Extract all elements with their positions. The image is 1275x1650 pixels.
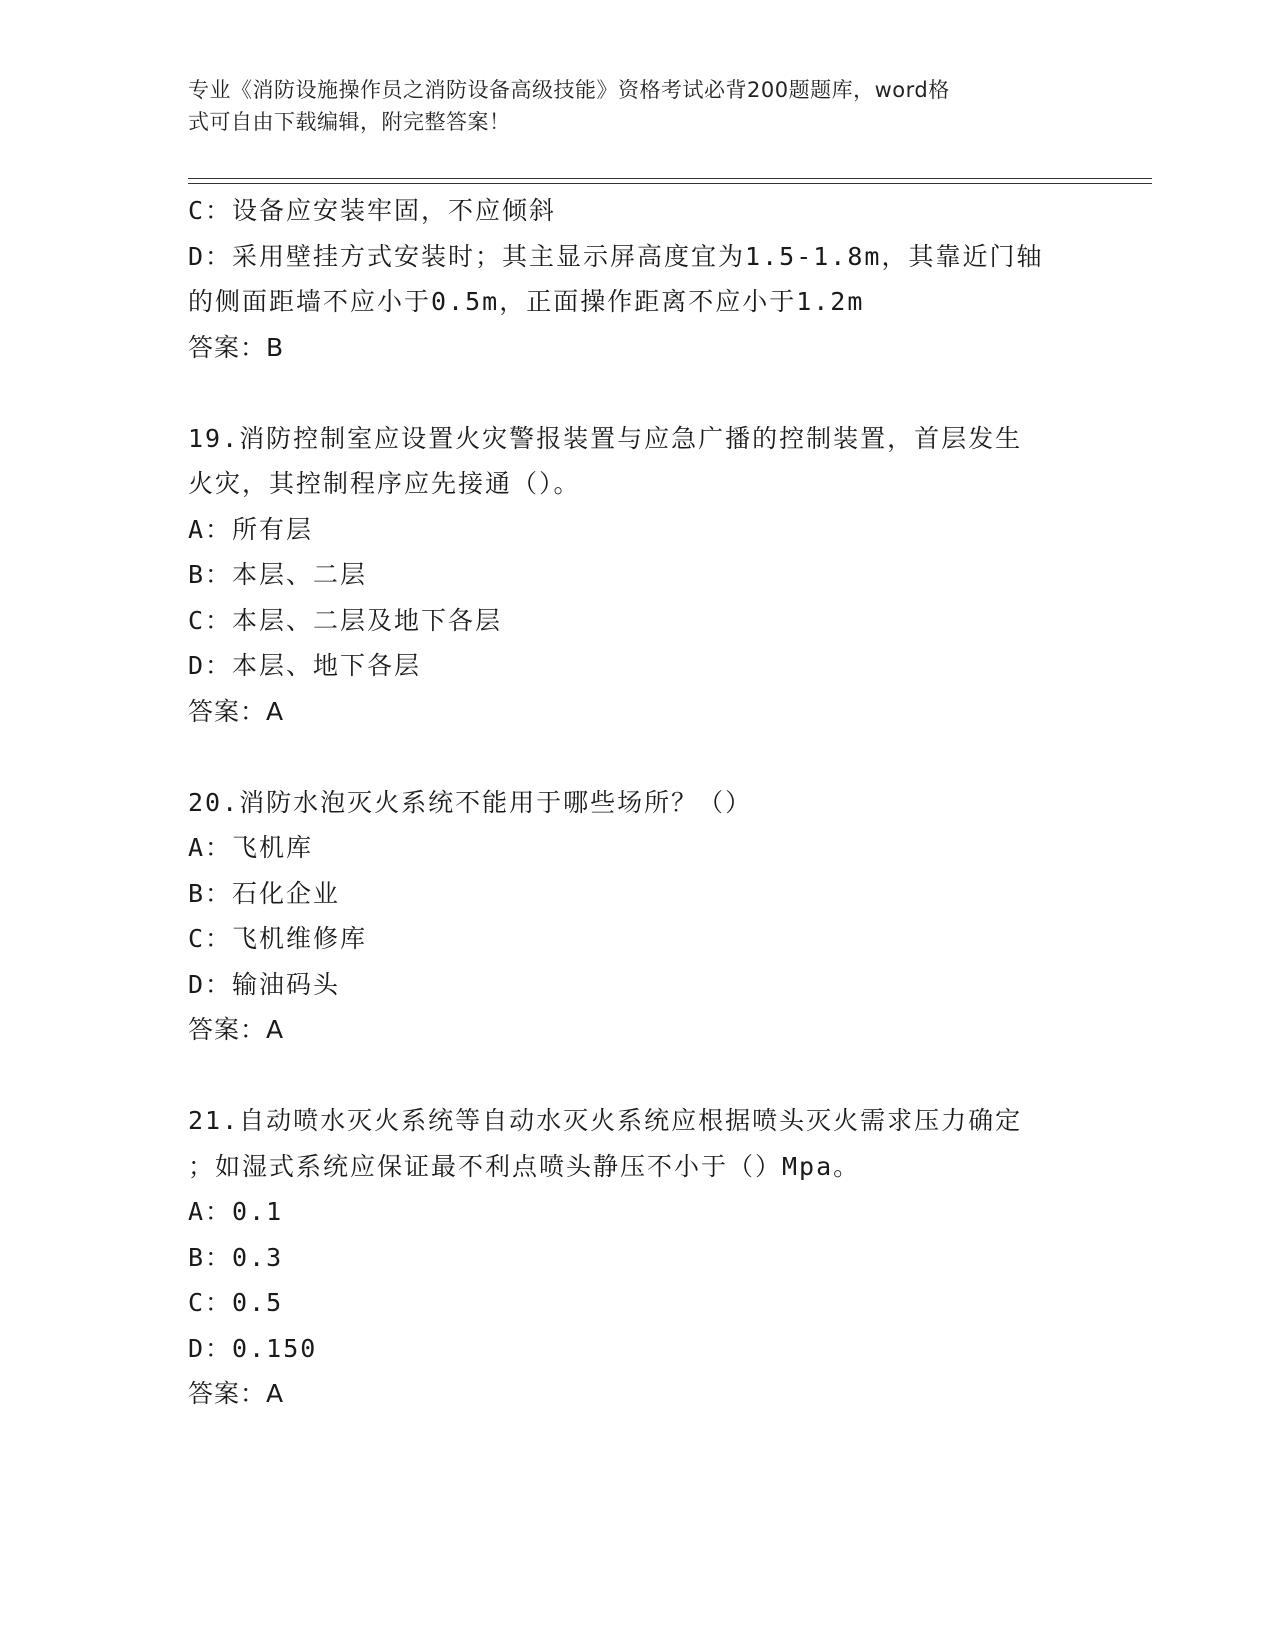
question-stem-line-1: 21.自动喷水灭火系统等自动水灭火系统应根据喷头灭火需求压力确定 [188, 1106, 1023, 1135]
answer: 答案：A [188, 1015, 285, 1044]
option-b: B：本层、二层 [188, 560, 368, 589]
question-stem-line-2: 火灾，其控制程序应先接通（）。 [188, 469, 581, 498]
option-d-line-2: 的侧面距墙不应小于0.5m，正面操作距离不应小于1.2m [188, 287, 865, 316]
answer: 答案：B [188, 332, 285, 362]
option-b: B：0.3 [188, 1242, 284, 1272]
option-c: C：飞机维修库 [188, 924, 368, 953]
question-stem-line-1: 20.消防水泡灭火系统不能用于哪些场所？（） [188, 787, 753, 817]
answer: 答案：A [188, 696, 285, 726]
spacer [188, 370, 1088, 416]
option-d: D：输油码头 [188, 969, 341, 999]
question-stem-line-2: ；如湿式系统应保证最不利点喷头静压不小于（）Mpa。 [188, 1151, 861, 1181]
document-header [188, 74, 1078, 138]
option-b: B：石化企业 [188, 878, 341, 908]
question-20 [188, 780, 1088, 1053]
option-c: C：设备应安装牢固，不应倾斜 [188, 196, 557, 225]
question-18-continuation [188, 188, 1088, 370]
answer: 答案：A [188, 1379, 285, 1408]
option-d: D：0.150 [188, 1333, 318, 1363]
spacer [188, 734, 1088, 780]
option-a: A：所有层 [188, 514, 314, 544]
option-d-line-1: D：采用壁挂方式安装时；其主显示屏高度宜为1.5-1.8m，其靠近门轴 [188, 241, 1044, 271]
option-a: A：飞机库 [188, 833, 314, 862]
option-c: C：0.5 [188, 1288, 284, 1317]
header-line-2: 式可自由下载编辑，附完整答案！ [188, 110, 511, 134]
question-list [188, 188, 1088, 1417]
question-stem-line-1: 19.消防控制室应设置火灾警报装置与应急广播的控制装置，首层发生 [188, 423, 1023, 453]
question-21 [188, 1098, 1088, 1417]
question-19 [188, 416, 1088, 735]
header-divider-top [188, 178, 1152, 179]
header-divider-bottom [188, 183, 1152, 184]
option-d: D：本层、地下各层 [188, 651, 422, 680]
option-a: A：0.1 [188, 1197, 284, 1226]
spacer [188, 1053, 1088, 1099]
option-c: C：本层、二层及地下各层 [188, 605, 503, 635]
header-line-1: 专业《消防设施操作员之消防设备高级技能》资格考试必背200题题库，word格 [188, 78, 950, 102]
